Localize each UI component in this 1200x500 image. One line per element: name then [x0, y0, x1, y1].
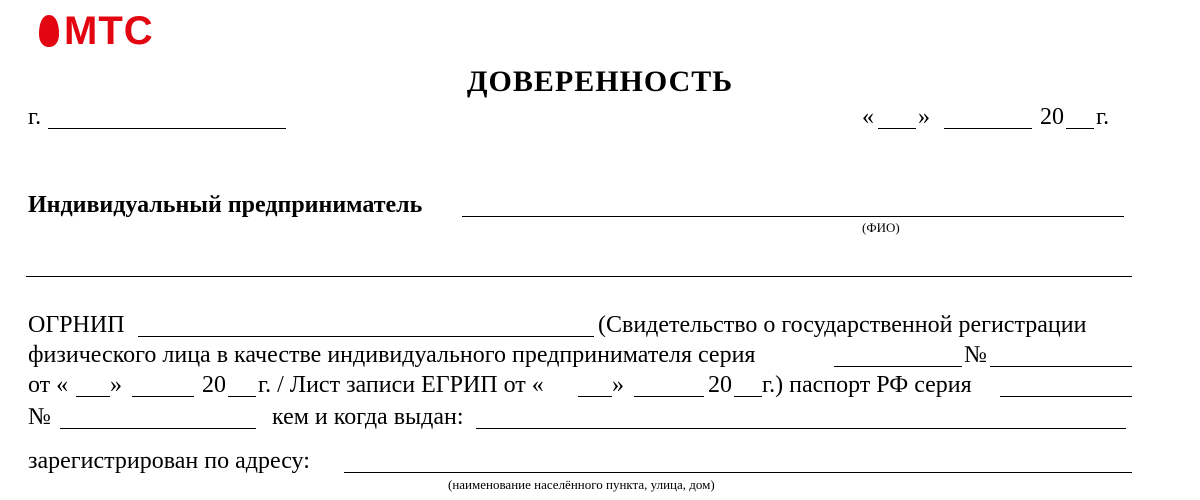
- date-year-prefix: 20: [1040, 104, 1064, 130]
- certificate-text: (Свидетельство о государственной регистрации: [598, 312, 1087, 338]
- passport-number-field[interactable]: [60, 428, 256, 429]
- passport-issued-text: кем и когда выдан:: [272, 404, 464, 430]
- entrepreneur-fio-field[interactable]: [462, 216, 1124, 217]
- egrip-record-text: г. / Лист записи ЕГРИП от «: [258, 372, 544, 398]
- passport-number-sign: №: [28, 404, 51, 430]
- certificate-series-text: физического лица в качестве индивидуального предпринимателя серия: [28, 342, 756, 368]
- egrip-date-close: »: [612, 372, 624, 398]
- city-prefix: г.: [28, 104, 42, 130]
- egrip-year-prefix: 20: [708, 372, 732, 398]
- address-caption: (наименование населённого пункта, улица, дом): [448, 477, 715, 492]
- date-day-field[interactable]: [878, 128, 916, 129]
- passport-issued-field[interactable]: [476, 428, 1126, 429]
- passport-series-field[interactable]: [1000, 396, 1132, 397]
- ogrnip-label: ОГРНИП: [28, 312, 125, 338]
- certificate-series-field[interactable]: [834, 366, 962, 367]
- certificate-day-field[interactable]: [76, 396, 110, 397]
- address-field[interactable]: [344, 472, 1132, 473]
- date-year-suffix: г.: [1096, 104, 1110, 130]
- certificate-year-field[interactable]: [228, 396, 256, 397]
- date-year-field[interactable]: [1066, 128, 1094, 129]
- egrip-year-field[interactable]: [734, 396, 762, 397]
- city-field[interactable]: [48, 128, 286, 129]
- certificate-month-field[interactable]: [132, 396, 194, 397]
- ogrnip-field[interactable]: [138, 336, 594, 337]
- certificate-year-prefix: 20: [202, 372, 226, 398]
- date-close-quote: »: [918, 104, 930, 130]
- mts-logo: [38, 9, 154, 53]
- certificate-number-sign: №: [964, 342, 987, 368]
- entrepreneur-label: Индивидуальный предприниматель: [28, 192, 423, 218]
- egrip-day-field[interactable]: [578, 396, 612, 397]
- certificate-date-close: »: [110, 372, 122, 398]
- passport-series-text: г.) паспорт РФ серия: [762, 372, 972, 398]
- document-title: ДОВЕРЕННОСТЬ: [466, 65, 734, 98]
- address-label: зарегистрирован по адресу:: [28, 448, 310, 474]
- logo-text: МТС: [64, 9, 154, 53]
- mts-egg-icon: [38, 14, 60, 48]
- date-month-field[interactable]: [944, 128, 1032, 129]
- certificate-date-from: от «: [28, 372, 69, 398]
- entrepreneur-fio-continuation-field[interactable]: [26, 276, 1132, 277]
- certificate-number-field[interactable]: [990, 366, 1132, 367]
- date-open-quote: «: [862, 104, 874, 130]
- fio-caption: (ФИО): [862, 220, 900, 235]
- egrip-month-field[interactable]: [634, 396, 704, 397]
